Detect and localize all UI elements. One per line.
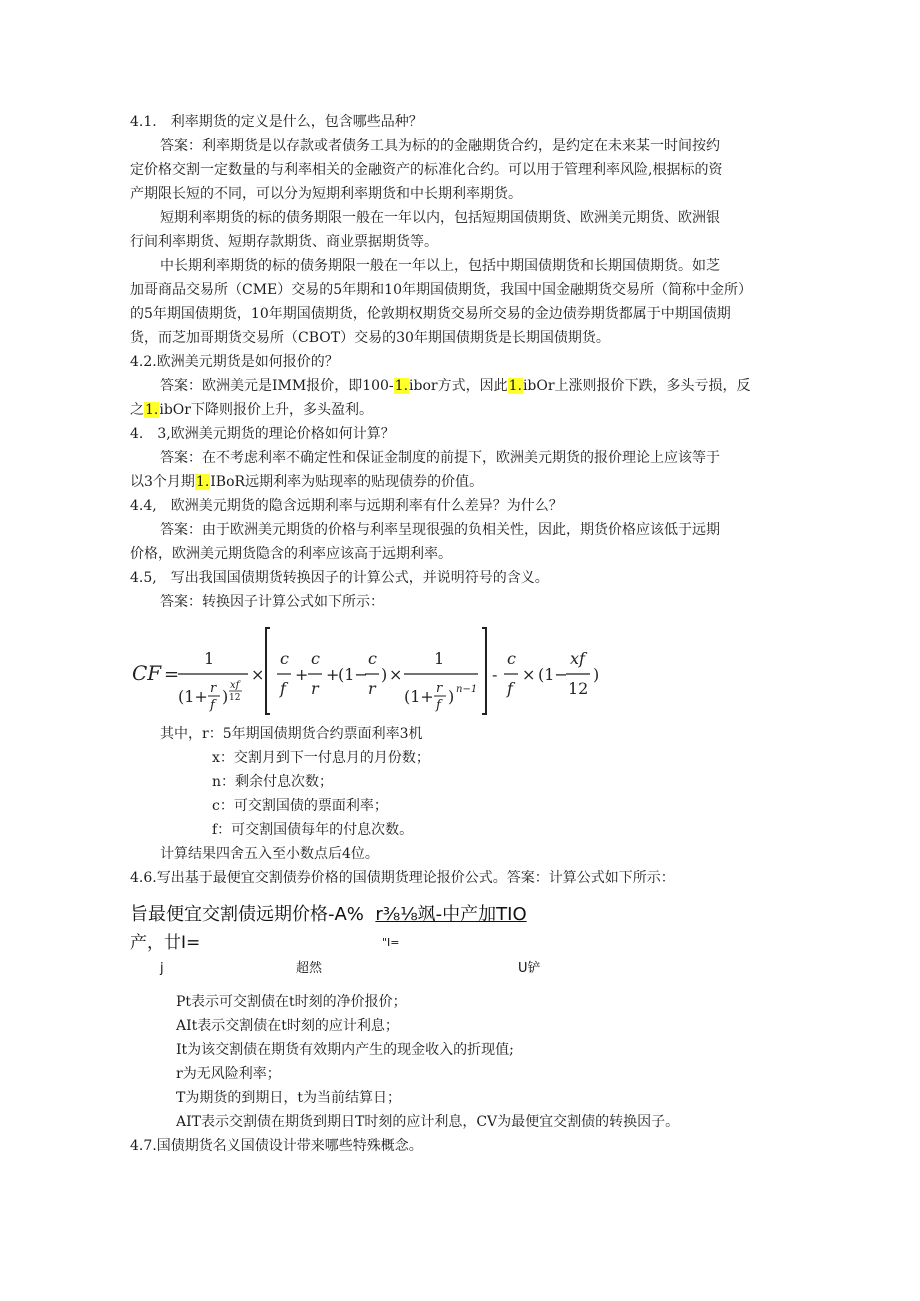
formula-minus: -: [492, 665, 498, 684]
formula-close: ): [593, 665, 600, 684]
paragraph-text: 中长期利率期货的标的债务期限一般在一年以上，包括中期国债期货和长期国债期货。如芝: [160, 258, 720, 274]
formula-close: ): [381, 665, 388, 684]
formula-svg: [130, 622, 610, 718]
formula-xf: xf: [570, 649, 585, 668]
formula-fragment: r⅜⅛飒-中产加TIO: [375, 904, 527, 925]
question-4-6-title: 4.6.写出基于最便宜交割债券价格的国债期货理论报价公式。答案：计算公式如下所示：: [130, 870, 675, 886]
formula-fragment: "I=: [382, 936, 400, 949]
formula-xf: xf: [230, 680, 240, 691]
answer-fragment: 之: [130, 402, 144, 418]
formula-f: f: [507, 679, 513, 698]
symbol-explanation: AIt表示交割债在t时刻的应计利息；: [176, 1018, 399, 1034]
formula-fragment: U铲: [518, 961, 541, 976]
symbol-explanation: c：可交割国债的票面利率；: [212, 798, 388, 814]
formula-fragment: 产，廿I=: [130, 933, 201, 953]
symbol-explanation: It为该交割债在期货有效期内产生的现金收入的折现值;: [176, 1042, 514, 1058]
symbol-explanation: f：可交割国债每年的付息次数。: [212, 822, 414, 838]
paragraph-text: 行间利率期货、短期存款期货、商业票据期货等。: [130, 234, 438, 250]
quote-formula-line: [130, 956, 790, 982]
formula-r: r: [368, 679, 376, 698]
answer-text: 定价格交割一定数量的与利率相关的金融资产的标准化合约。可以用于管理利率风险,根据标的资: [130, 162, 723, 178]
highlight-mark: 1.: [195, 474, 210, 490]
formula-plus: +: [295, 665, 309, 684]
formula-exponent: n−1: [456, 684, 478, 695]
left-bracket: [266, 628, 270, 714]
answer-text: 答案：在不考虑利率不确定性和保证金制度的前提下，欧洲美元期货的报价理论上应该等于: [160, 450, 720, 466]
formula-fragment: j: [160, 961, 164, 976]
symbol-explanation: x：交割月到下一付息月的月份数；: [212, 750, 430, 766]
answer-fragment: ibor方式，因此: [409, 378, 508, 394]
formula-times: ×: [389, 665, 403, 684]
answer-text: [130, 470, 790, 494]
question-4-7-title: 4.7.国债期货名义国债设计带来哪些特殊概念。: [130, 1138, 423, 1154]
symbol-explanation: 其中，r：5年期国债期货合约票面利率3机: [160, 726, 423, 742]
paragraph-text: 的5年期国债期货，10年期国债期货，伦敦期权期货交易所交易的金边债券期货都属于中期国债期: [130, 306, 731, 322]
spacer: [130, 982, 790, 990]
formula-c: c: [311, 649, 320, 668]
paragraph-text: 短期利率期货的标的债务期限一般在一年以内，包括短期国债期货、欧洲美元期货、欧洲银: [160, 210, 720, 226]
formula-twelve: 12: [229, 693, 241, 703]
answer-text: 答案：由于欧洲美元期货的价格与利率呈现很强的负相关性，因此，期货价格应该低于远期: [160, 522, 720, 538]
document-body: [130, 110, 790, 1158]
formula-c: c: [507, 649, 516, 668]
answer-text: 答案：转换因子计算公式如下所示：: [160, 594, 384, 610]
formula-one-plus: (1+: [404, 687, 434, 706]
rounding-note: 计算结果四舍五入至小数点后4位。: [160, 846, 379, 862]
formula-equals: =: [164, 664, 180, 685]
formula-close: ): [222, 687, 229, 706]
answer-text: 产期限长短的不同，可以分为短期利率期货和中长期利率期货。: [130, 186, 522, 202]
answer-text: [130, 374, 790, 398]
symbol-explanation: n：剩余付息次数；: [212, 774, 334, 790]
answer-fragment: 以3个月期: [130, 474, 195, 490]
answer-fragment: 答案：欧洲美元是IMM报价，即100-: [160, 378, 394, 394]
formula-close: ): [448, 687, 455, 706]
formula-times: ×: [522, 665, 536, 684]
quote-formula-line: [130, 900, 790, 930]
formula-one-minus: (1−: [538, 665, 568, 684]
quote-formula-line: [130, 930, 790, 956]
formula-fragment: 旨最便宜交割债远期价格-A%: [130, 904, 364, 925]
question-4-4-title: 4.4, 欧洲美元期货的隐含远期利率与远期利率有什么差异？为什么？: [130, 498, 563, 514]
answer-fragment: ibOr上涨则报价下跌，多头亏损，反: [522, 378, 751, 394]
formula-one-minus: (1−: [338, 665, 368, 684]
highlight-mark: 1.: [394, 378, 409, 394]
highlight-mark: 1.: [508, 378, 522, 394]
question-4-5-title: 4.5, 写出我国国债期货转换因子的计算公式，并说明符号的含义。: [130, 570, 549, 586]
symbol-explanation: T为期货的到期日，t为当前结算日；: [176, 1090, 401, 1106]
formula-one-plus: (1+: [178, 687, 208, 706]
answer-text: 答案：利率期货是以存款或者债务工具为标的的金融期货合约，是约定在未来某一时间按约: [160, 138, 720, 154]
question-4-2-title: 4.2.欧洲美元期货是如何报价的？: [130, 354, 339, 370]
formula-c: c: [368, 649, 377, 668]
symbol-explanation: AIT表示交割债在期货到期日T时刻的应计利息，CV为最便宜交割债的转换因子。: [176, 1114, 680, 1130]
answer-text: [130, 398, 790, 422]
formula-r: r: [311, 679, 319, 698]
answer-fragment: IBoR远期利率为贴现率的贴现债券的价值。: [210, 474, 484, 490]
formula-f: f: [210, 698, 215, 713]
formula-one: 1: [204, 649, 215, 668]
highlight-mark: 1.: [145, 402, 159, 418]
paragraph-text: 货，而芝加哥期货交易所（CBOT）交易的30年期国债期货是长期国债期货。: [130, 330, 610, 346]
question-4-3-title: 4. 3,欧洲美元期货的理论价格如何计算？: [130, 426, 395, 442]
answer-text: 价格，欧洲美元期货隐含的利率应该高于远期利率。: [130, 546, 452, 562]
paragraph-text: 加哥商品交易所（CME）交易的5年期和10年期国债期货，我国中国金融期货交易所（简称中金所）: [130, 282, 752, 298]
question-4-1-title: 4.1. 利率期货的定义是什么，包含哪些品种？: [130, 114, 423, 130]
symbol-explanation: r为无风险利率；: [176, 1066, 281, 1082]
formula-r: r: [210, 681, 217, 696]
formula-cf: CF: [132, 661, 162, 685]
formula-c: c: [280, 649, 289, 668]
formula-twelve: 12: [568, 679, 589, 698]
formula-r: r: [436, 681, 443, 696]
formula-one: 1: [434, 649, 445, 668]
formula-f: f: [280, 679, 286, 698]
formula-f: f: [436, 698, 441, 713]
conversion-factor-formula: [130, 622, 790, 718]
formula-times: ×: [251, 665, 265, 684]
symbol-explanation: Pt表示可交割债在t时刻的净价报价；: [176, 994, 407, 1010]
formula-fragment: 超然: [296, 961, 323, 976]
right-bracket: [482, 628, 486, 714]
answer-fragment: ibOr下降则报价上升，多头盈利。: [159, 402, 373, 418]
formula-plus: +: [326, 665, 340, 684]
